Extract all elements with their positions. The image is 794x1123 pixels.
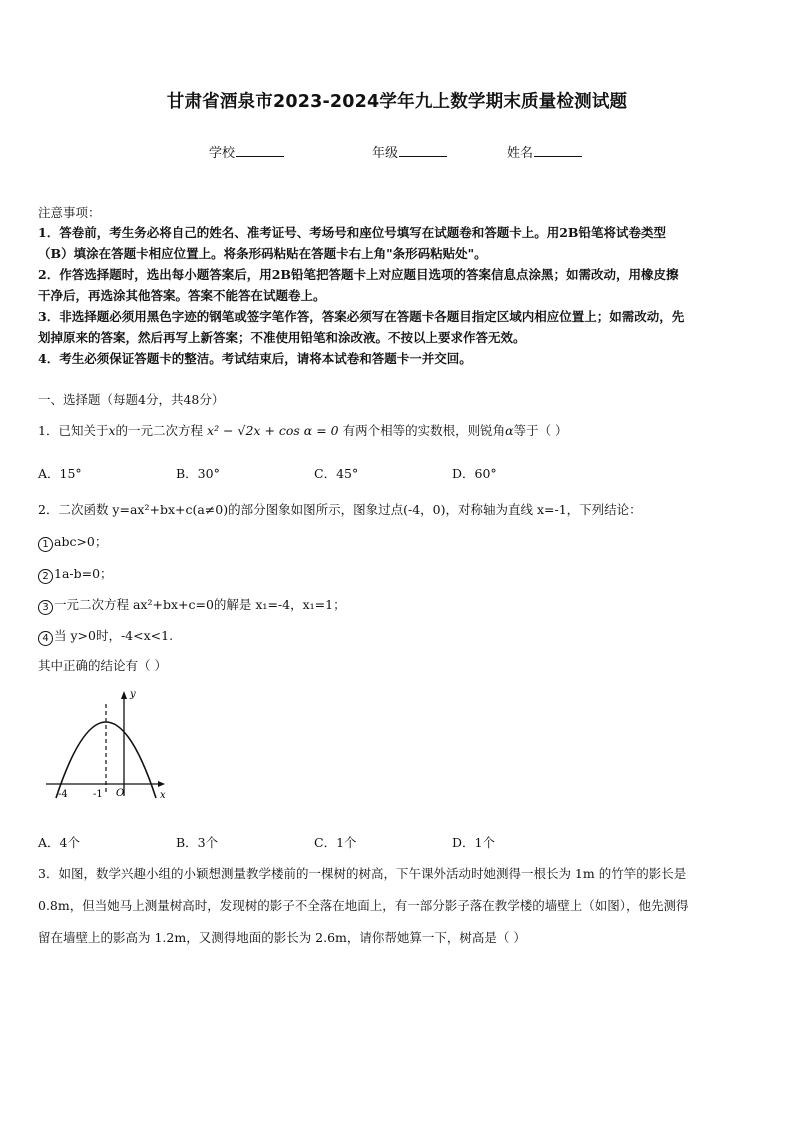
question-1-stem (38, 421, 568, 439)
question-2-stem: 2．二次函数 y=ax²+bx+c(a≠0)的部分图象如图所示，图象过点(-4，0)，对称轴为直线 x=-1，下列结论： (38, 502, 642, 517)
notice-line: 1．答卷前，考生务必将自己的姓名、准考证号、考场号和座位号填写在试题卷和答题卡上。用2B铅笔将试卷类型 (38, 225, 666, 240)
name-blank[interactable] (534, 144, 582, 157)
q2-statement-4 (38, 626, 173, 646)
q1-var: x (108, 423, 116, 438)
q2-option-c[interactable]: C．1个 (314, 835, 357, 850)
q2-statement-2 (38, 564, 113, 584)
name-label: 姓名 (507, 146, 534, 161)
q2-option-a[interactable]: A．4个 (38, 835, 80, 850)
q2-option-d[interactable]: D．1个 (452, 835, 495, 850)
notice-heading: 注意事项： (38, 205, 101, 220)
label-x: x (160, 790, 166, 801)
q1-suffix: 有两个相等的实数根，则锐角 (342, 423, 506, 438)
notice-line: 划掉原来的答案，然后再写上新答案；不准使用铅笔和涂改液。不按以上要求作答无效。 (38, 330, 526, 345)
school-label: 学校 (209, 146, 236, 161)
grade-blank[interactable] (399, 144, 447, 157)
label-minus-1: -1 (93, 789, 103, 800)
grade-field (372, 142, 447, 161)
school-blank[interactable] (236, 144, 284, 157)
q1-equation: x² − √2x + cos α = 0 (207, 423, 339, 438)
parabola-graph (42, 684, 172, 802)
q1-option-b[interactable]: B．30° (176, 466, 220, 481)
question-3-line: 0.8m，但当她马上测量树高时，发现树的影子不全落在地面上，有一部分影子落在教学楼的墙壁上（如图），他先测得 (38, 898, 689, 913)
notice-line: 4．考生必须保证答题卡的整洁。考试结束后，请将本试卷和答题卡一并交回。 (38, 351, 472, 366)
q1-prefix: 1．已知关于 (38, 423, 109, 438)
circled-number: 4 (38, 631, 53, 646)
q1-mid: 的一元二次方程 (115, 423, 204, 438)
page-title: 甘肃省酒泉市2023-2024学年九上数学期末质量检测试题 (166, 92, 628, 112)
q2-statement-text: 1a-b=0； (54, 566, 113, 581)
question-2-options (0, 833, 794, 851)
question-3-line: 3．如图，数学兴趣小组的小颖想测量教学楼前的一棵树的树高，下午课外活动时她测得一根长为 1m 的竹竿的影长是 (38, 866, 687, 881)
q2-statement-3 (38, 595, 346, 615)
label-origin: O (116, 788, 125, 799)
y-axis-arrow (121, 691, 127, 699)
q2-statement-text: 当 y>0时，-4<x<1. (54, 628, 174, 643)
q1-alpha: α (505, 423, 514, 438)
q2-ask: 其中正确的结论有（ ） (38, 658, 167, 673)
section-heading: 一、选择题（每题4分，共48分） (38, 392, 225, 407)
question-3-line: 留在墙壁上的影高为 1.2m，又测得地面的影长为 2.6m，请你帮她算一下，树高是（ ） (38, 930, 526, 945)
notice-line: （B）填涂在答题卡相应位置上。将条形码粘贴在答题卡右上角"条形码粘贴处"。 (38, 246, 487, 261)
name-field (507, 142, 582, 161)
notice-line: 干净后，再选涂其他答案。答案不能答在试题卷上。 (38, 288, 326, 303)
circled-number: 2 (38, 569, 53, 584)
grade-label: 年级 (372, 146, 399, 161)
notice-line: 3．非选择题必须用黑色字迹的钢笔或签字笔作答，答案必须写在答题卡各题目指定区域内相应位置上；如需改动，先 (38, 309, 685, 324)
q2-option-b[interactable]: B．3个 (176, 835, 219, 850)
q1-end: 等于（ ） (513, 423, 568, 438)
circled-number: 1 (38, 537, 53, 552)
x-axis-arrow (158, 781, 165, 787)
notice-line: 2．作答选择题时，选出每小题答案后，用2B铅笔把答题卡上对应题目选项的答案信息点涂黑；如需改动，用橡皮擦 (38, 267, 679, 282)
question-1-options (0, 464, 794, 482)
label-minus-4: -4 (58, 789, 68, 800)
school-field (209, 142, 284, 161)
label-y: y (130, 689, 136, 700)
q1-option-a[interactable]: A．15° (38, 466, 82, 481)
q1-option-d[interactable]: D．60° (452, 466, 497, 481)
circled-number: 3 (38, 600, 53, 615)
q2-statement-text: abc>0； (54, 534, 108, 549)
q1-option-c[interactable]: C．45° (314, 466, 359, 481)
q2-statement-1 (38, 532, 107, 552)
q2-statement-text: 一元二次方程 ax²+bx+c=0的解是 x₁=-4，x₁=1； (54, 597, 346, 612)
student-info-row (0, 142, 794, 160)
